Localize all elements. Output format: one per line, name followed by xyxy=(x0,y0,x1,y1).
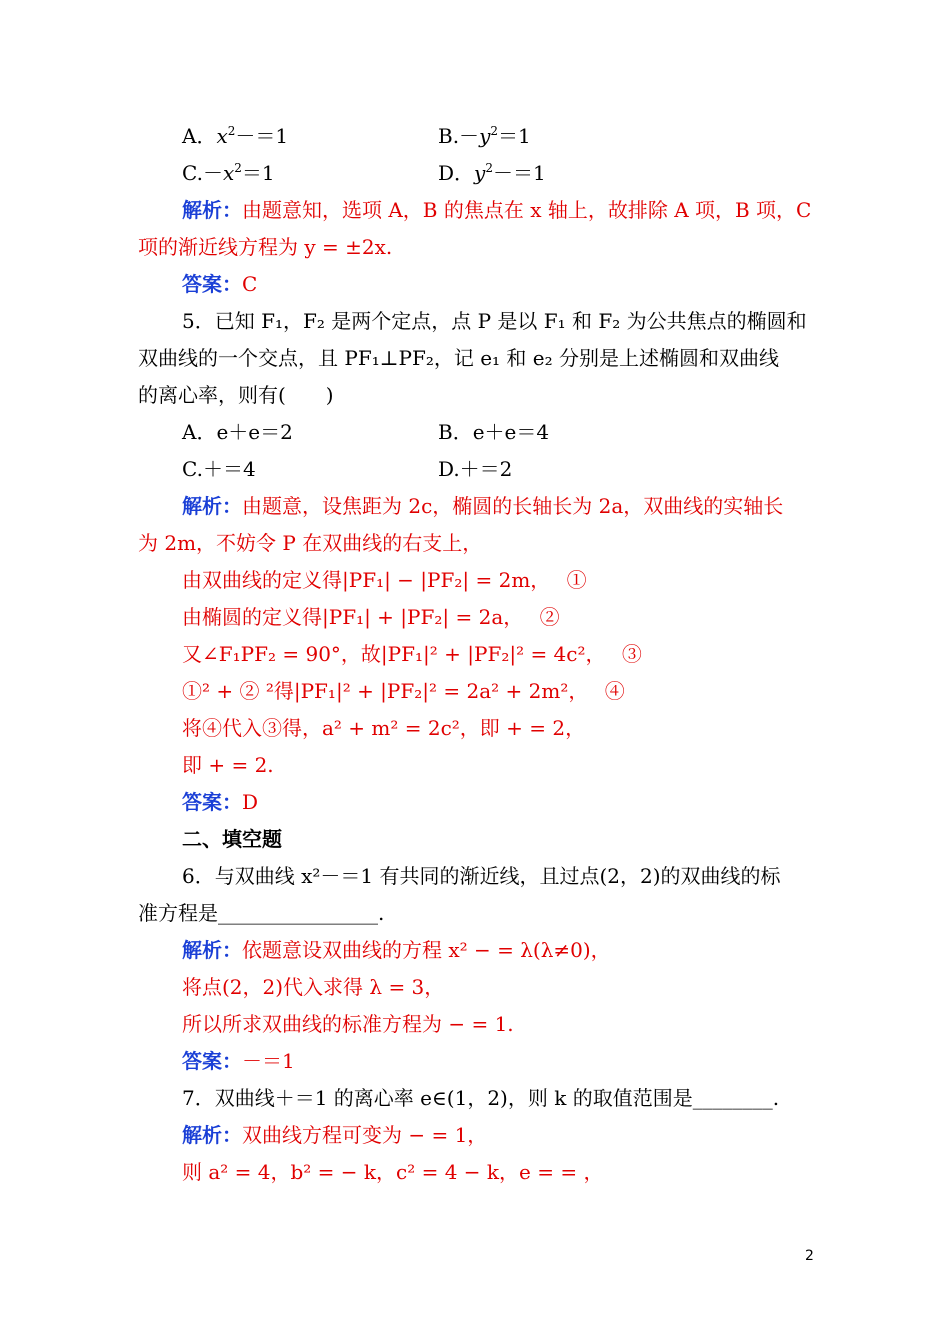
q4-option-c: $C.-x^2=1$ xyxy=(182,161,275,185)
q6-analysis-line-1: 解析：依题意设双曲线的方程 x² − = λ(λ≠0)， xyxy=(182,938,611,962)
q6-stem-line-1: 6．与双曲线 x²－＝1 有共同的渐近线，且过点(2，2)的双曲线的标 xyxy=(182,864,781,888)
analysis-label: 解析： xyxy=(182,198,242,222)
q6-analysis-line-2: 将点(2，2)代入求得 λ = 3， xyxy=(182,975,445,999)
answer-label: 答案： xyxy=(182,790,242,814)
q5-analysis-line-3: 由双曲线的定义得|PF₁| − |PF₂| = 2m， ① xyxy=(182,568,587,592)
q4-option-a: A．$x^2-=1$ xyxy=(182,124,289,148)
q5-stem-line-2: 双曲线的一个交点，且 PF₁⊥PF₂，记 e₁ 和 e₂ 分别是上述椭圆和双曲线 xyxy=(138,346,780,370)
analysis-label: 解析： xyxy=(182,494,242,518)
q4-option-d: D．$y^2-=1$ xyxy=(438,161,546,185)
q5-stem-line-3: 的离心率，则有( ) xyxy=(138,383,334,407)
q5-analysis-line-2: 为 2m，不妨令 P 在双曲线的右支上， xyxy=(138,531,483,555)
q5-option-b: B．e＋e＝4 xyxy=(438,420,550,444)
q7-analysis-line-1: 解析：双曲线方程可变为 − = 1， xyxy=(182,1123,488,1147)
analysis-label: 解析： xyxy=(182,1123,242,1147)
q5-option-a: A．e＋e＝2 xyxy=(182,420,293,444)
q5-analysis-line-6: ①² + ② ²得|PF₁|² + |PF₂|² = 2a² + 2m²， ④ xyxy=(182,679,625,703)
q5-analysis-line-8: 即 + = 2. xyxy=(182,753,274,777)
section-title: 二、填空题 xyxy=(182,827,282,851)
q5-analysis-line-4: 由椭圆的定义得|PF₁| + |PF₂| = 2a， ② xyxy=(182,605,560,629)
q5-answer-value: D xyxy=(242,790,259,814)
analysis-label: 解析： xyxy=(182,938,242,962)
q4-answer xyxy=(182,270,862,298)
q6-answer-value: －＝1 xyxy=(242,1049,295,1073)
document-page: A．$x^2-=1$ $B.-y^2=1$ $C.-x^2=1$ D．$y^2-=1$ 解析：由题意知，选项 A，B 的焦点在 x 轴上，故排除 A 项，B 项，C 项的渐近线方程为 y = ±2x. 答案：C 5．已知 F₁，F₂ 是两个定点，点 P 是以 F₁ 和 F₂ 为公共焦点的椭圆和 双曲线的一个交点，且 PF₁⊥PF₂，记 e₁ 和 e₂ 分别是上述椭圆和双曲线 的离心率，则有( ) A．e＋e＝2 B．e＋e＝4 C.＋＝4 D.＋＝2 解析：由题意，设焦距为 2c，椭圆的长轴长为 2a，双曲线的实轴长 为 2m，不妨令 P 在双曲线的右支上， 由双曲线的定义得|PF₁| − |PF₂| = 2m， ① 由椭圆的定义得|PF₁| + |PF₂| = 2a， ② 又∠F₁PF₂ = 90°，故|PF₁|² + |PF₂|² = 4c²， ③ ①² + ② ²得|PF₁|² + |PF₂|² = 2a² + 2m²， ④ 将④代入③得，a² + m² = 2c²，即 + = 2， 即 + = 2. 答案：D 二、填空题 6．与双曲线 x²－＝1 有共同的渐近线，且过点(2，2)的双曲线的标 准方程是________________. 解析：依题意设双曲线的方程 x² − = λ(λ≠0)， 将点(2，2)代入求得 λ = 3， 所以所求双曲线的标准方程为 − = 1. 答案：－＝1 7．双曲线＋＝1 的离心率 e∈(1，2)，则 k 的取值范围是________. 解析：双曲线方程可变为 − = 1， 则 a² = 4，b² = − k，c² = 4 − k，e = = ， 2 xyxy=(0,0,950,1344)
q5-answer xyxy=(182,788,862,816)
q7-stem-line-1: 7．双曲线＋＝1 的离心率 e∈(1，2)，则 k 的取值范围是________. xyxy=(182,1086,780,1110)
answer-label: 答案： xyxy=(182,1049,242,1073)
page-number: 2 xyxy=(805,1248,814,1264)
q6-answer xyxy=(182,1047,862,1075)
q5-stem-line-1: 5．已知 F₁，F₂ 是两个定点，点 P 是以 F₁ 和 F₂ 为公共焦点的椭圆和 xyxy=(182,309,807,333)
q6-stem-line-2: 准方程是________________. xyxy=(138,901,385,925)
q4-answer-value: C xyxy=(242,272,258,296)
q5-option-c: C.＋＝4 xyxy=(182,457,256,481)
q4-option-b: $B.-y^2=1$ xyxy=(438,124,531,148)
q6-analysis-line-3: 所以所求双曲线的标准方程为 − = 1. xyxy=(182,1012,514,1036)
q5-analysis-line-7: 将④代入③得，a² + m² = 2c²，即 + = 2， xyxy=(182,716,586,740)
q5-analysis-line-5: 又∠F₁PF₂ = 90°，故|PF₁|² + |PF₂|² = 4c²， ③ xyxy=(182,642,642,666)
q5-option-d: D.＋＝2 xyxy=(438,457,513,481)
q7-analysis-line-2: 则 a² = 4，b² = − k，c² = 4 − k，e = = ， xyxy=(182,1160,604,1184)
q4-analysis-line-2: 项的渐近线方程为 y = ±2x. xyxy=(138,235,393,259)
answer-label: 答案： xyxy=(182,272,242,296)
